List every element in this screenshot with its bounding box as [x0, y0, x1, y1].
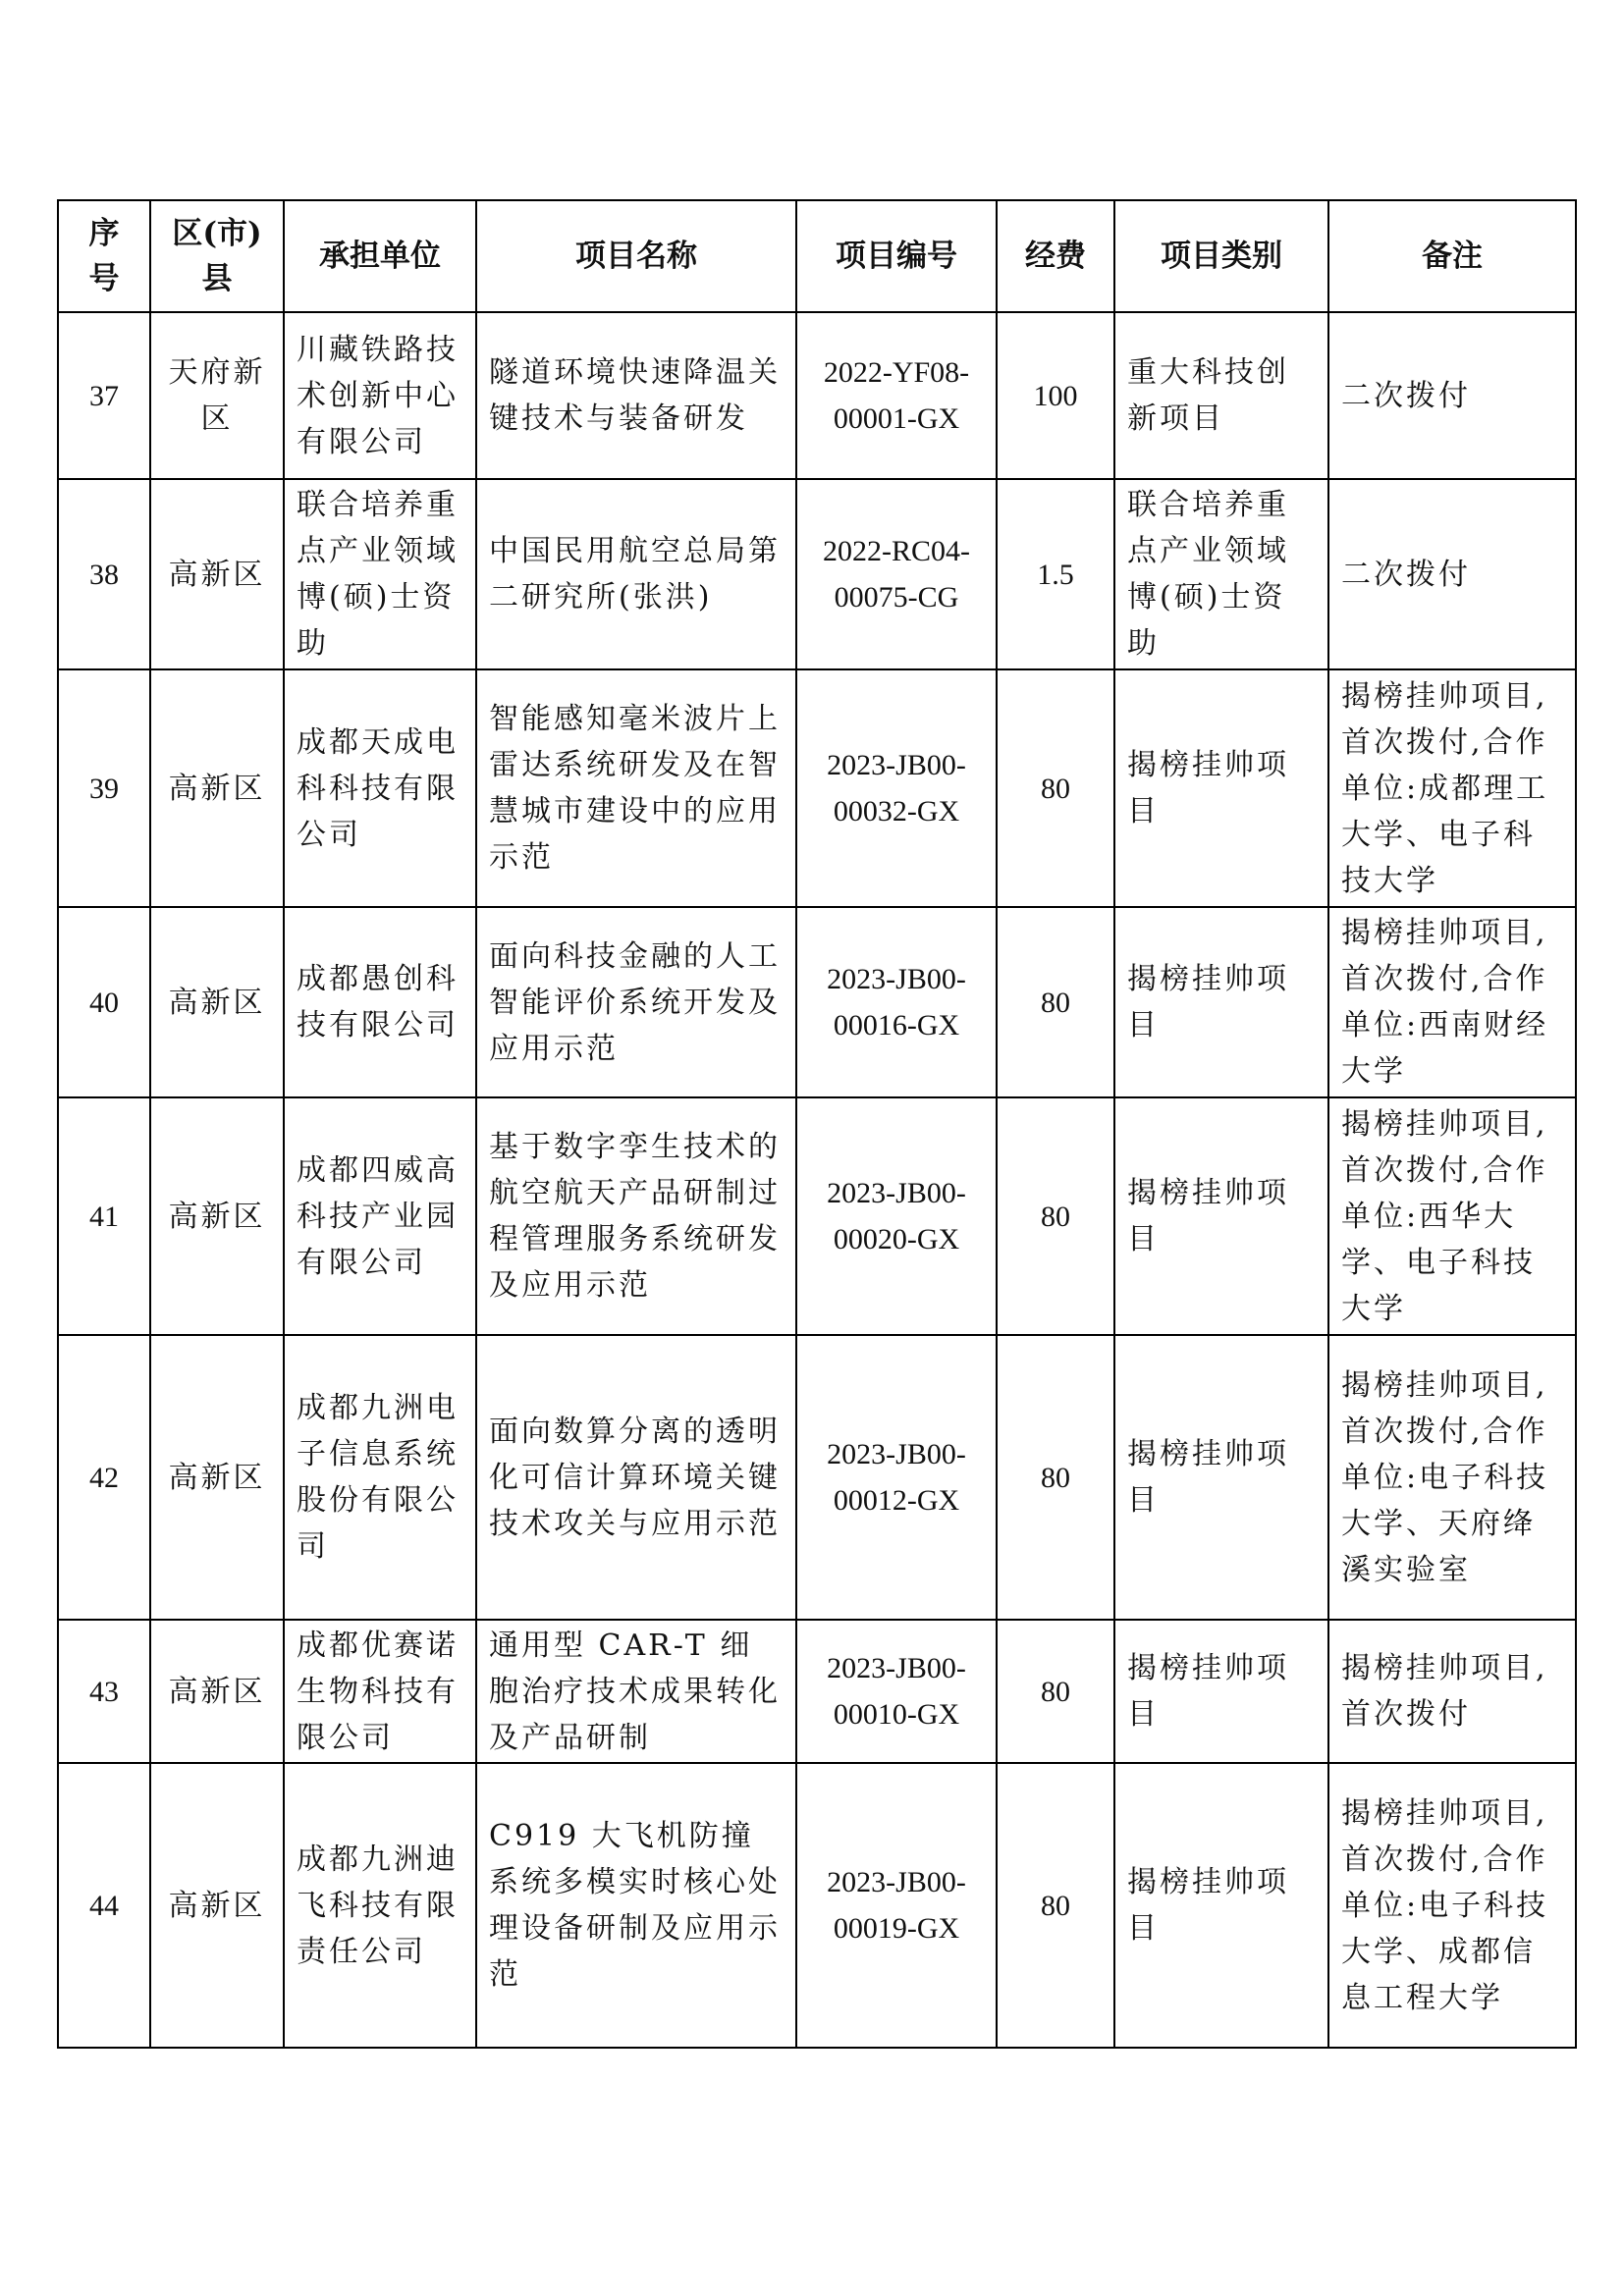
- table-header-row: [58, 200, 1576, 312]
- table-row: [58, 1335, 1576, 1620]
- row-code: 2023-JB00-00012-GX: [796, 1335, 997, 1620]
- row-note: 二次拨付: [1328, 479, 1576, 669]
- row-unit: 成都优赛诺生物科技有限公司: [284, 1620, 476, 1763]
- row-unit: 成都愚创科技有限公司: [284, 907, 476, 1097]
- row-funding: 80: [997, 1620, 1114, 1763]
- funding-table: [57, 199, 1577, 2049]
- row-project: 面向科技金融的人工智能评价系统开发及应用示范: [476, 907, 796, 1097]
- row-district: 高新区: [150, 1097, 284, 1335]
- row-unit: 成都九洲迪飞科技有限责任公司: [284, 1763, 476, 2048]
- row-note: 揭榜挂帅项目,首次拨付,合作单位:电子科技大学、天府绛溪实验室: [1328, 1335, 1576, 1620]
- row-funding: 80: [997, 907, 1114, 1097]
- row-no: 37: [58, 312, 150, 479]
- row-no: 40: [58, 907, 150, 1097]
- row-no: 39: [58, 669, 150, 907]
- row-category: 揭榜挂帅项目: [1114, 1763, 1328, 2048]
- row-note: 揭榜挂帅项目,首次拨付,合作单位:电子科技大学、成都信息工程大学: [1328, 1763, 1576, 2048]
- row-no: 42: [58, 1335, 150, 1620]
- row-project: 基于数字孪生技术的航空航天产品研制过程管理服务系统研发及应用示范: [476, 1097, 796, 1335]
- table-row: [58, 907, 1576, 1097]
- row-funding: 80: [997, 1335, 1114, 1620]
- row-no: 41: [58, 1097, 150, 1335]
- row-district: 高新区: [150, 1763, 284, 2048]
- row-category: 揭榜挂帅项目: [1114, 907, 1328, 1097]
- row-district: 高新区: [150, 1620, 284, 1763]
- row-funding: 80: [997, 1763, 1114, 2048]
- row-code: 2023-JB00-00019-GX: [796, 1763, 997, 2048]
- row-code: 2023-JB00-00016-GX: [796, 907, 997, 1097]
- row-note: 二次拨付: [1328, 312, 1576, 479]
- row-district: 高新区: [150, 669, 284, 907]
- row-unit: 成都四威高科技产业园有限公司: [284, 1097, 476, 1335]
- row-unit: 川藏铁路技术创新中心有限公司: [284, 312, 476, 479]
- row-project: 通用型 CAR-T 细胞治疗技术成果转化及产品研制: [476, 1620, 796, 1763]
- table-row: [58, 479, 1576, 669]
- row-project: 隧道环境快速降温关键技术与装备研发: [476, 312, 796, 479]
- row-funding: 1.5: [997, 479, 1114, 669]
- header-category: 项目类别: [1114, 200, 1328, 312]
- row-code: 2023-JB00-00020-GX: [796, 1097, 997, 1335]
- row-project: C919 大飞机防撞系统多模实时核心处理设备研制及应用示范: [476, 1763, 796, 2048]
- row-code: 2022-RC04-00075-CG: [796, 479, 997, 669]
- row-funding: 80: [997, 1097, 1114, 1335]
- header-no: 序号: [58, 200, 150, 312]
- row-funding: 80: [997, 669, 1114, 907]
- header-project: 项目名称: [476, 200, 796, 312]
- table-row: [58, 1097, 1576, 1335]
- row-note: 揭榜挂帅项目,首次拨付,合作单位:西南财经大学: [1328, 907, 1576, 1097]
- row-district: 高新区: [150, 479, 284, 669]
- row-category: 揭榜挂帅项目: [1114, 1097, 1328, 1335]
- row-note: 揭榜挂帅项目,首次拨付,合作单位:西华大学、电子科技大学: [1328, 1097, 1576, 1335]
- row-district: 天府新区: [150, 312, 284, 479]
- header-note: 备注: [1328, 200, 1576, 312]
- row-district: 高新区: [150, 1335, 284, 1620]
- row-note: 揭榜挂帅项目,首次拨付: [1328, 1620, 1576, 1763]
- row-unit: 联合培养重点产业领域博(硕)士资助: [284, 479, 476, 669]
- row-code: 2022-YF08-00001-GX: [796, 312, 997, 479]
- header-district: 区(市)县: [150, 200, 284, 312]
- row-category: 联合培养重点产业领域博(硕)士资助: [1114, 479, 1328, 669]
- row-no: 44: [58, 1763, 150, 2048]
- row-note: 揭榜挂帅项目,首次拨付,合作单位:成都理工大学、电子科技大学: [1328, 669, 1576, 907]
- header-funding: 经费: [997, 200, 1114, 312]
- header-unit: 承担单位: [284, 200, 476, 312]
- row-district: 高新区: [150, 907, 284, 1097]
- row-category: 揭榜挂帅项目: [1114, 669, 1328, 907]
- row-funding: 100: [997, 312, 1114, 479]
- row-unit: 成都天成电科科技有限公司: [284, 669, 476, 907]
- row-code: 2023-JB00-00010-GX: [796, 1620, 997, 1763]
- row-no: 43: [58, 1620, 150, 1763]
- row-category: 揭榜挂帅项目: [1114, 1335, 1328, 1620]
- row-no: 38: [58, 479, 150, 669]
- table-row: [58, 312, 1576, 479]
- row-unit: 成都九洲电子信息系统股份有限公司: [284, 1335, 476, 1620]
- row-project: 中国民用航空总局第二研究所(张洪): [476, 479, 796, 669]
- table-row: [58, 669, 1576, 907]
- row-code: 2023-JB00-00032-GX: [796, 669, 997, 907]
- row-category: 重大科技创新项目: [1114, 312, 1328, 479]
- table-row: [58, 1763, 1576, 2048]
- table-row: [58, 1620, 1576, 1763]
- row-category: 揭榜挂帅项目: [1114, 1620, 1328, 1763]
- row-project: 面向数算分离的透明化可信计算环境关键技术攻关与应用示范: [476, 1335, 796, 1620]
- row-project: 智能感知毫米波片上雷达系统研发及在智慧城市建设中的应用示范: [476, 669, 796, 907]
- header-code: 项目编号: [796, 200, 997, 312]
